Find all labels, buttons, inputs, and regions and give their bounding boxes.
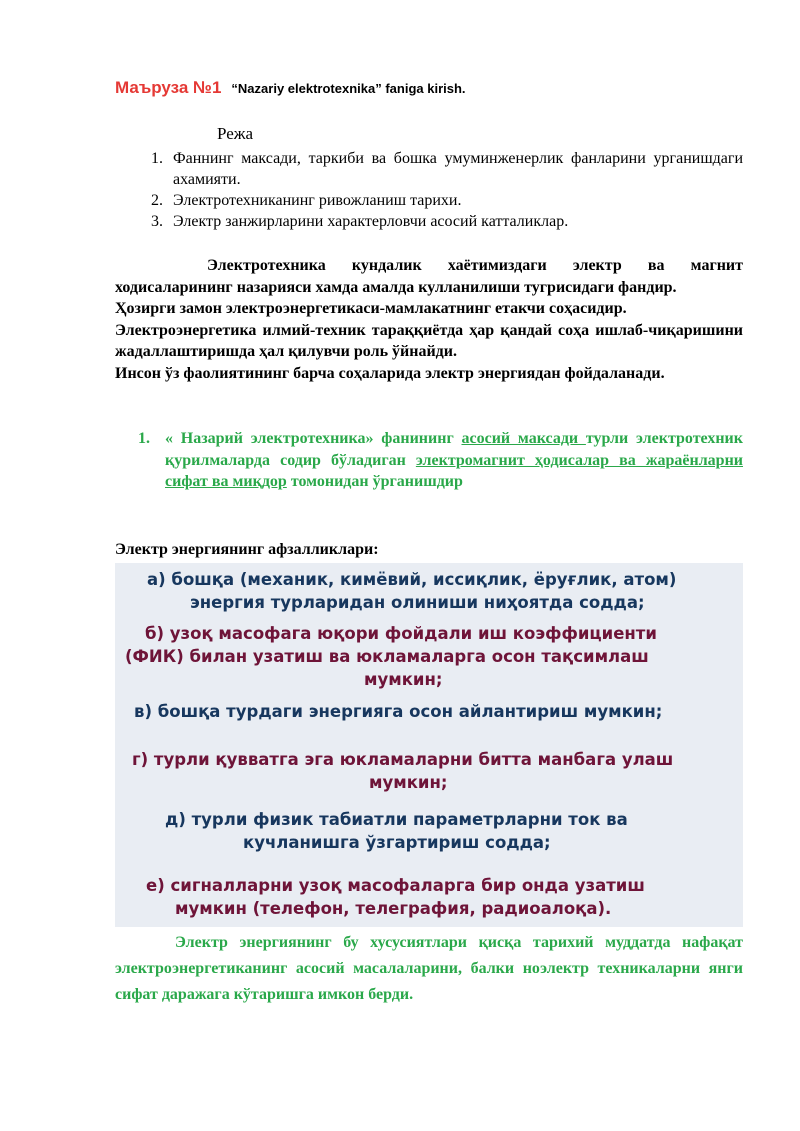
advantage-item	[134, 700, 662, 723]
lecture-label: Маъруза №1	[115, 78, 222, 97]
advantage-line: кучланишга ўзгартириш содда;	[243, 833, 551, 852]
plan-heading: Режа	[217, 124, 254, 143]
goal-text-part: « Назарий электротехника» фанининг	[165, 430, 462, 447]
goal-text-part: томонидан ўрганишдир	[286, 473, 463, 490]
list-item-text: Фаннинг максади, таркиби ва бошка умуминженерлик фанларини урганишдаги ахамияти.	[173, 150, 743, 188]
list-item	[115, 211, 743, 232]
plan-list	[115, 148, 743, 232]
advantage-line: в) бошқа турдаги энергияга осон айлантириш мумкин;	[134, 702, 663, 721]
advantage-item	[165, 808, 628, 854]
list-item-number: 1.	[151, 150, 163, 167]
list-item	[115, 190, 743, 211]
advantage-line: энергия турларидан олиниши ниҳоятда содда;	[190, 593, 645, 612]
list-item-text: Электротехниканинг ривожланиш тарихи.	[173, 192, 462, 209]
intro-section	[115, 255, 743, 384]
closing-text: Электр энергиянинг бу хусусиятлари қисқа тарихий муддатда нафақат электроэнергетиканинг асосий масалаларини, балки ноэлектр техникаларни янги сифат даражага кўтаришга имкон берди.	[115, 934, 743, 1003]
lecture-topic: “Nazariy elektrotexnika” faniga kirish.	[231, 81, 466, 96]
advantage-line: а) бошқа (механик, кимёвий, иссиқлик, ёруғлик, атом)	[147, 570, 677, 589]
advantage-item	[147, 568, 676, 614]
closing-paragraph	[115, 930, 743, 1008]
advantage-line: мумкин;	[369, 773, 448, 792]
advantage-line: мумкин (телефон, телеграфия, радиоалоқа).	[175, 899, 612, 918]
list-item-number: 2.	[151, 192, 163, 209]
intro-paragraph: Ҳозирги замон электроэнергетикаси-мамлакатнинг етакчи соҳасидир.	[115, 300, 627, 317]
goal-text	[165, 428, 743, 493]
goal-underlined-term: асосий максади	[461, 430, 586, 447]
advantage-line: б) узоқ масофага юқори фойдали иш коэффициенти	[145, 624, 657, 643]
goal-text-part: турли электротехник қурилмаларда содир бўладиган	[165, 430, 743, 469]
intro-paragraph: Инсон ўз фаолиятининг барча соҳаларида электр энергиядан фойдаланади.	[115, 364, 665, 382]
list-item-number: 3.	[151, 213, 163, 230]
advantages-heading: Электр энергиянинг афзалликлари:	[115, 541, 379, 558]
intro-paragraph: Электроэнергетика илмий-техник тараққиётда ҳар қандай соҳа ишлаб-чиқаришини жадаллаштиришда ҳал қилувчи роль ўйнайди.	[115, 321, 743, 360]
advantage-item	[132, 748, 673, 794]
goal-list-item	[115, 428, 743, 493]
advantage-line: е) сигналларни узоқ масофаларга бир онда узатиш	[146, 876, 645, 895]
goal-underlined-term: электромагнит ҳодисалар ва жараёнларни сифат ва миқдор	[165, 451, 744, 490]
advantages-box	[115, 563, 743, 927]
lecture-title	[115, 78, 466, 98]
goal-number: 1.	[138, 430, 150, 447]
advantage-line: (ФИК) билан узатиш ва юкламаларга осон тақсимлаш	[125, 647, 649, 666]
advantage-line: мумкин;	[364, 670, 443, 689]
list-item	[115, 148, 743, 190]
list-item-text: Электр занжирларини характерловчи асосий катталиклар.	[173, 213, 569, 230]
advantage-line: г) турли қувватга эга юкламаларни битта манбага улаш	[132, 750, 674, 769]
intro-paragraph: Электротехника кундалик хаётимиздаги электр ва магнит ходисаларининг назарияси хамда амалда кулланилиши тугрисидаги фандир.	[115, 257, 743, 296]
advantage-item	[146, 874, 645, 920]
advantage-item	[125, 622, 657, 691]
advantage-line: д) турли физик табиатли параметрларни ток ва	[165, 810, 628, 829]
